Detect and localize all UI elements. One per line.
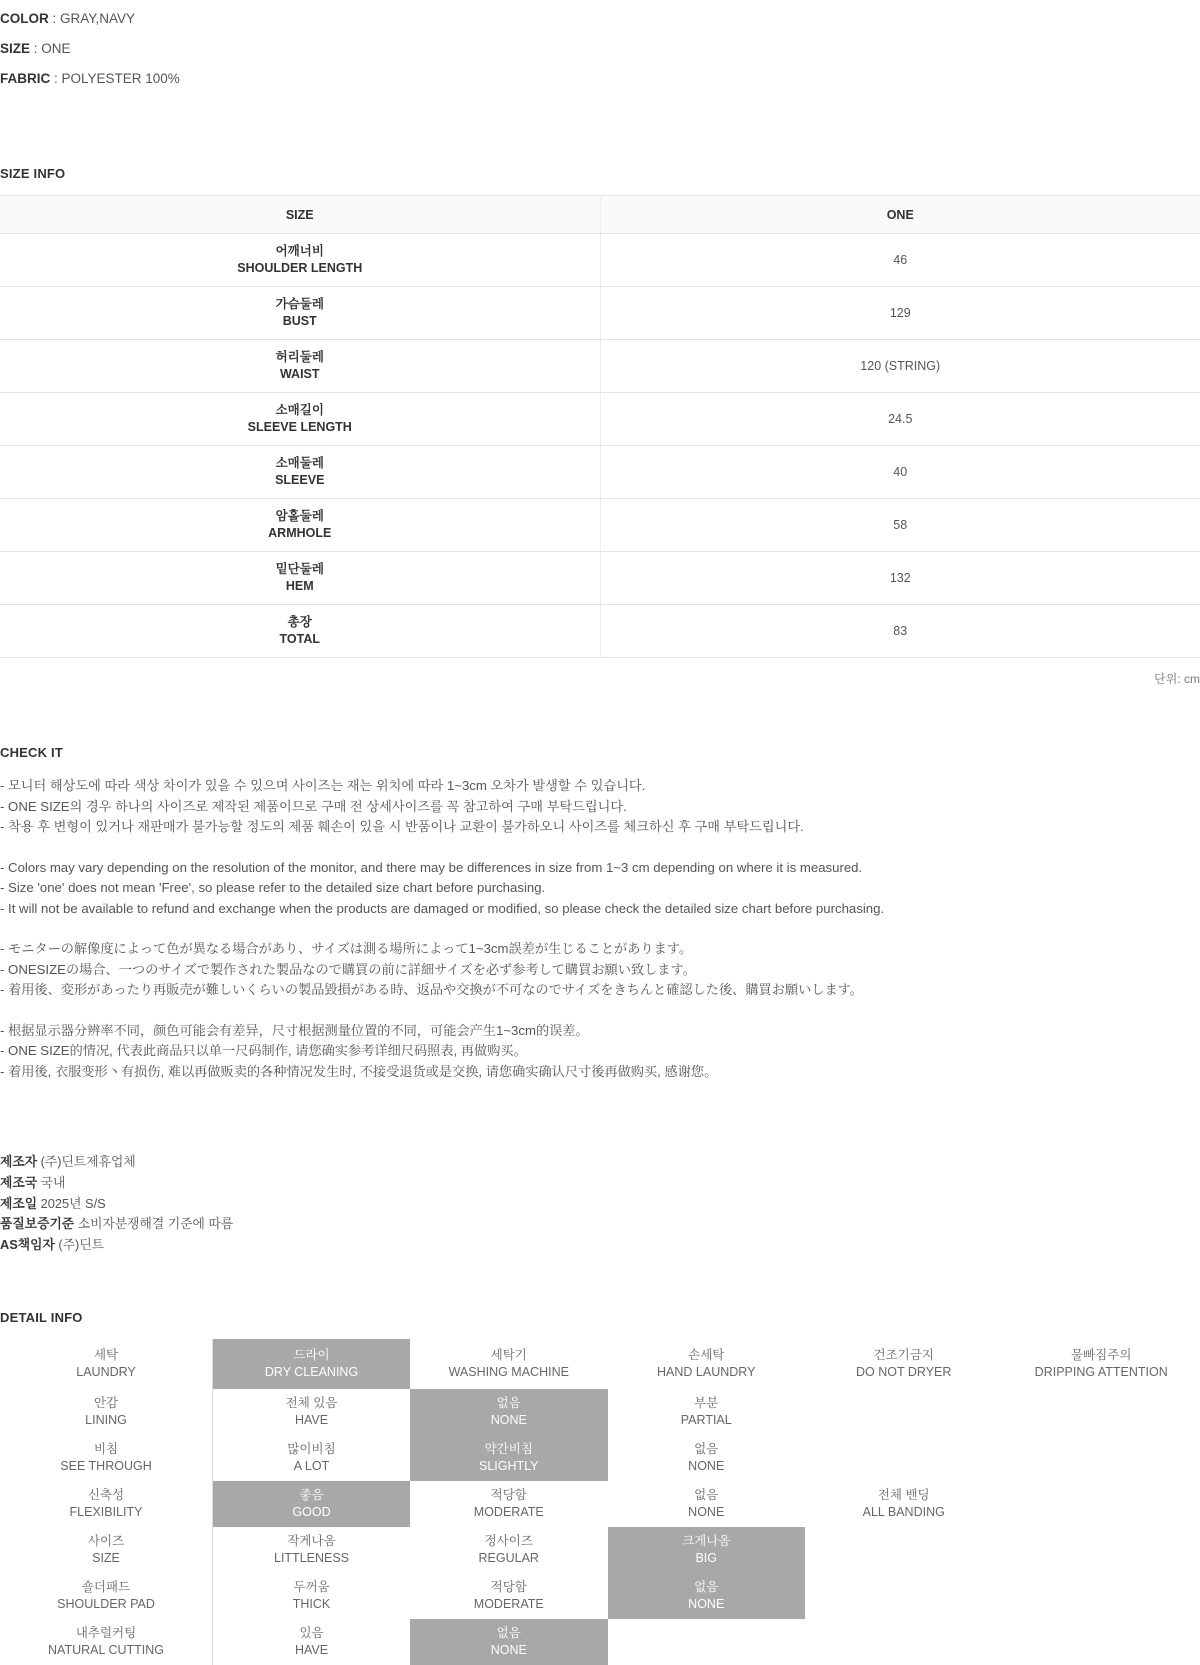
- row-label-hem: [0, 552, 600, 605]
- detail-option-lining-partial[interactable]: [608, 1389, 805, 1435]
- unit-note: 단위: cm: [1154, 672, 1200, 686]
- table-row: [0, 605, 1200, 658]
- row-label-kr: 소매길이: [275, 403, 324, 417]
- table-row: [0, 393, 1200, 446]
- detail-option-size-littleness[interactable]: [213, 1527, 410, 1573]
- note-ja-1: - モニターの解像度によって色が異なる場合があり、サイズは測る場所によって1~3cm誤差が生じることがあります。: [0, 941, 693, 956]
- detail-option-empty: [608, 1619, 805, 1665]
- note-ko-3: - 착용 후 변형이 있거나 재판매가 불가능할 정도의 제품 훼손이 있을 시 반품이나 교환이 불가하오니 사이즈를 체크하신 후 구매 부탁드립니다.: [0, 819, 804, 834]
- maker-label-country: 제조국: [0, 1174, 38, 1190]
- detail-option-en: NONE: [688, 1596, 725, 1611]
- detail-option-kr: 크게나옴: [682, 1534, 731, 1549]
- detail-option-kr: 없음: [694, 1488, 719, 1503]
- maker-label-manufacturer: 제조자: [0, 1154, 38, 1169]
- size-table-head: [0, 196, 1200, 234]
- detail-option-kr: 세탁기: [490, 1348, 527, 1363]
- detail-category-en: LINING: [85, 1412, 127, 1427]
- row-label-en: ARMHOLE: [268, 525, 332, 540]
- detail-option-en: DO NOT DRYER: [856, 1364, 952, 1379]
- detail-category-size: [0, 1527, 213, 1573]
- detail-option-see-through-none[interactable]: [608, 1435, 805, 1481]
- table-row: [0, 340, 1200, 393]
- detail-category-en: SIZE: [92, 1550, 120, 1565]
- detail-option-kr: 적당함: [490, 1488, 527, 1503]
- detail-option-kr: 많이비침: [287, 1442, 336, 1457]
- detail-option-kr: 없음: [694, 1442, 719, 1457]
- detail-option-en: REGULAR: [478, 1550, 539, 1565]
- detail-option-en: THICK: [292, 1596, 331, 1611]
- detail-option-natural-cutting-have[interactable]: [213, 1619, 410, 1665]
- detail-category-en: LAUNDRY: [76, 1364, 136, 1379]
- note-zh-1: - 根据显示器分辨率不同，颜色可能会有差异，尺寸根据测量位置的不同，可能会产生1~3cm的误差。: [0, 1022, 589, 1038]
- row-value-hem: 132: [600, 552, 1200, 605]
- detail-option-empty: [1002, 1573, 1200, 1619]
- detail-option-kr: 약간비침: [484, 1442, 533, 1457]
- detail-option-en: HAVE: [294, 1642, 329, 1657]
- detail-option-kr: 부분: [694, 1396, 719, 1411]
- row-label-kr: 가슴둘레: [275, 297, 324, 311]
- detail-option-kr: 적당함: [490, 1580, 527, 1595]
- detail-option-see-through-slightly[interactable]: [410, 1435, 607, 1481]
- maker-line-as: [0, 1235, 1200, 1256]
- product-spec-block: [0, 0, 1200, 94]
- detail-option-size-big[interactable]: [608, 1527, 805, 1573]
- note-ja-3: - 着用後、変形があったり再販売が難しいくらいの製品毀損がある時、返品や交換が不可なのでサイズをきちんと確認した後、購買お願いします。: [0, 982, 863, 997]
- detail-option-en: SLIGHTLY: [479, 1458, 539, 1473]
- detail-category-laundry: [0, 1339, 213, 1389]
- row-value-armhole: 58: [600, 499, 1200, 552]
- detail-option-lining-none[interactable]: [410, 1389, 607, 1435]
- detail-option-empty: [1002, 1527, 1200, 1573]
- spec-line-fabric: [0, 64, 1200, 94]
- detail-row-flexibility: [0, 1481, 1200, 1527]
- detail-option-kr: 물빠짐주의: [1071, 1348, 1132, 1363]
- detail-option-en: A LOT: [293, 1458, 330, 1473]
- spec-line-size: [0, 34, 1200, 64]
- detail-option-en: MODERATE: [473, 1596, 544, 1611]
- row-value-total: 83: [600, 605, 1200, 658]
- maker-value-manufacturer: (주)딘트제휴업체: [37, 1154, 136, 1169]
- detail-info-title: DETAIL INFO: [0, 1309, 83, 1325]
- detail-option-kr: 전체 있음: [285, 1396, 338, 1411]
- detail-option-empty: [1002, 1435, 1200, 1481]
- check-it-notes: [0, 776, 1200, 1082]
- row-label-kr: 어깨너비: [275, 244, 324, 258]
- detail-option-empty: [1002, 1389, 1200, 1435]
- detail-option-empty: [805, 1573, 1002, 1619]
- note-en-1: - Colors may vary depending on the resolution of the monitor, and there may be differences in size from 1~3 cm depending on where it is measured.: [0, 859, 863, 875]
- detail-category-en: SHOULDER PAD: [57, 1596, 155, 1611]
- row-label-en: HEM: [285, 578, 314, 593]
- detail-option-kr: 있음: [299, 1626, 324, 1641]
- maker-value-date: 2025년 S/S: [37, 1195, 106, 1211]
- row-label-en: SLEEVE LENGTH: [247, 419, 352, 434]
- row-value-waist: 120 (STRING): [600, 340, 1200, 393]
- detail-table-body: [0, 1339, 1200, 1665]
- detail-option-en: GOOD: [292, 1504, 331, 1519]
- detail-option-empty: [805, 1389, 1002, 1435]
- note-gap: [0, 838, 1200, 858]
- note-en-3: - It will not be available to refund and exchange when the products are damaged or modified, so please check the detailed size chart before purchasing.: [0, 900, 885, 916]
- maker-value-warranty: 소비자분쟁해결 기준에 따름: [74, 1216, 234, 1232]
- row-label-en: WAIST: [279, 366, 320, 381]
- row-label-sleeve-length: [0, 393, 600, 446]
- row-label-en: SHOULDER LENGTH: [237, 260, 363, 275]
- maker-line-country: [0, 1173, 1200, 1194]
- spec-line-color: [0, 4, 1200, 34]
- note-gap: [0, 919, 1200, 939]
- row-label-sleeve: [0, 446, 600, 499]
- detail-option-kr: 손세탁: [688, 1348, 725, 1363]
- detail-category-see-through: [0, 1435, 213, 1481]
- detail-row-size: [0, 1527, 1200, 1573]
- detail-option-en: NONE: [490, 1412, 527, 1427]
- row-label-en: BUST: [282, 313, 317, 328]
- row-label-kr: 총장: [287, 615, 312, 629]
- detail-option-empty: [1002, 1619, 1200, 1665]
- detail-category-en: SEE THROUGH: [60, 1458, 152, 1473]
- detail-row-laundry: [0, 1339, 1200, 1389]
- maker-line-date: [0, 1194, 1200, 1215]
- detail-option-flexibility-all-banding[interactable]: [805, 1481, 1002, 1527]
- spec-label-color: COLOR: [0, 11, 49, 26]
- detail-category-lining: [0, 1389, 213, 1435]
- row-label-bust: [0, 287, 600, 340]
- detail-option-en: HAND LAUNDRY: [657, 1364, 756, 1379]
- row-label-kr: 허리둘레: [275, 350, 324, 364]
- table-row: [0, 287, 1200, 340]
- detail-option-en: DRY CLEANING: [264, 1364, 359, 1379]
- detail-option-en: NONE: [688, 1458, 725, 1473]
- detail-category-shoulder-pad: [0, 1573, 213, 1619]
- detail-category-kr: 내추럴커팅: [75, 1626, 137, 1641]
- maker-value-as: (주)딘트: [54, 1237, 105, 1253]
- maker-label-as: AS책임자: [0, 1237, 55, 1253]
- detail-option-en: LITTLENESS: [274, 1550, 350, 1565]
- row-label-shoulder: [0, 234, 600, 287]
- detail-category-kr: 안감: [93, 1396, 119, 1411]
- detail-option-en: DRIPPING ATTENTION: [1034, 1364, 1168, 1379]
- row-label-total: [0, 605, 600, 658]
- spec-label-fabric: FABRIC: [0, 71, 51, 86]
- detail-option-empty: [805, 1619, 1002, 1665]
- note-zh-3: - 着用後, 衣服变形丶有损伤, 难以再做贩卖的各种情况发生时, 不接受退货或是交换, 请您确实确认尺寸後再做购买, 感谢您。: [0, 1063, 718, 1079]
- note-ja-2: - ONESIZEの場合、一つのサイズで製作された製品なので購買の前に詳細サイズを必ず参考して購買お願い致します。: [0, 961, 696, 977]
- detail-category-kr: 세탁: [93, 1348, 119, 1363]
- detail-option-kr: 두꺼움: [293, 1580, 330, 1595]
- spec-value-color: : GRAY,NAVY: [48, 11, 136, 26]
- detail-option-en: NONE: [490, 1642, 527, 1657]
- note-gap: [0, 1001, 1200, 1021]
- spec-value-fabric: : POLYESTER 100%: [50, 71, 180, 86]
- detail-option-shoulder-pad-none[interactable]: [608, 1573, 805, 1619]
- detail-category-natural-cutting: [0, 1619, 213, 1665]
- detail-option-shoulder-pad-thick[interactable]: [213, 1573, 410, 1619]
- detail-option-do-not-dryer[interactable]: [805, 1339, 1002, 1389]
- size-info-table: [0, 195, 1200, 658]
- detail-category-kr: 비침: [93, 1442, 119, 1457]
- detail-option-kr: 좋음: [299, 1488, 324, 1503]
- detail-option-dry-cleaning[interactable]: [213, 1339, 410, 1389]
- detail-option-en: PARTIAL: [680, 1412, 732, 1427]
- table-row: [0, 446, 1200, 499]
- detail-option-flexibility-good[interactable]: [213, 1481, 410, 1527]
- detail-option-en: NONE: [688, 1504, 725, 1519]
- row-label-armhole: [0, 499, 600, 552]
- detail-option-kr: 드라이: [293, 1348, 330, 1363]
- check-it-title: CHECK IT: [0, 745, 63, 760]
- detail-category-kr: 숄더패드: [81, 1580, 131, 1595]
- row-value-sleeve-length: 24.5: [600, 393, 1200, 446]
- detail-option-en: MODERATE: [473, 1504, 544, 1519]
- size-info-title: SIZE INFO: [0, 166, 66, 181]
- spec-value-size: : ONE: [30, 41, 71, 56]
- note-ko-2: - ONE SIZE의 경우 하나의 사이즈로 제작된 제품이므로 구매 전 상세사이즈를 꼭 참고하여 구매 부탁드립니다.: [0, 798, 627, 814]
- detail-option-hand-laundry[interactable]: [608, 1339, 805, 1389]
- detail-option-empty: [805, 1435, 1002, 1481]
- detail-option-natural-cutting-none[interactable]: [410, 1619, 607, 1665]
- row-label-kr: 암홀둘레: [275, 509, 324, 523]
- note-zh-2: - ONE SIZE的情况, 代表此商品只以单一尺码制作, 请您确实参考详细尺码照表, 再做购买。: [0, 1043, 527, 1058]
- maker-line-warranty: [0, 1214, 1200, 1235]
- spec-label-size: SIZE: [0, 41, 31, 56]
- detail-option-kr: 없음: [496, 1396, 521, 1411]
- detail-category-en: FLEXIBILITY: [69, 1504, 143, 1519]
- detail-option-flexibility-moderate[interactable]: [410, 1481, 607, 1527]
- maker-label-warranty: 품질보증기준: [0, 1216, 75, 1232]
- detail-row-natural-cutting: [0, 1619, 1200, 1665]
- detail-option-en: HAVE: [294, 1412, 329, 1427]
- row-value-sleeve: 40: [600, 446, 1200, 499]
- detail-option-en: BIG: [695, 1550, 718, 1565]
- detail-option-empty: [805, 1527, 1002, 1573]
- size-col-header: SIZE: [0, 196, 600, 234]
- detail-option-shoulder-pad-moderate[interactable]: [410, 1573, 607, 1619]
- note-en-2: - Size 'one' does not mean 'Free', so please refer to the detailed size chart before purchasing.: [0, 880, 546, 895]
- detail-row-lining: [0, 1389, 1200, 1435]
- table-row: [0, 499, 1200, 552]
- one-col-header: ONE: [600, 196, 1200, 234]
- detail-category-kr: 신축성: [87, 1488, 125, 1503]
- detail-info-table: [0, 1339, 1200, 1665]
- row-value-shoulder: 46: [600, 234, 1200, 287]
- detail-option-en: ALL BANDING: [862, 1504, 945, 1519]
- detail-option-kr: 없음: [496, 1626, 521, 1641]
- detail-option-kr: 작게나옴: [287, 1534, 336, 1549]
- detail-option-flexibility-none[interactable]: [608, 1481, 805, 1527]
- detail-category-kr: 사이즈: [87, 1534, 125, 1549]
- table-row: [0, 234, 1200, 287]
- size-table-body: [0, 234, 1200, 658]
- maker-label-date: 제조일: [0, 1195, 38, 1211]
- detail-option-empty: [1002, 1481, 1200, 1527]
- detail-option-kr: 정사이즈: [484, 1534, 533, 1549]
- row-label-kr: 밑단둘레: [275, 562, 324, 576]
- detail-option-see-through-a-lot[interactable]: [213, 1435, 410, 1481]
- row-label-en: SLEEVE: [275, 472, 325, 487]
- detail-category-en: NATURAL CUTTING: [48, 1642, 164, 1657]
- table-header-row: [0, 196, 1200, 234]
- detail-option-lining-have[interactable]: [213, 1389, 410, 1435]
- row-label-kr: 소매둘레: [275, 456, 324, 470]
- row-value-bust: 129: [600, 287, 1200, 340]
- detail-row-see-through: [0, 1435, 1200, 1481]
- detail-option-en: WASHING MACHINE: [448, 1364, 569, 1379]
- maker-value-country: 국내: [37, 1174, 66, 1190]
- row-label-en: TOTAL: [279, 631, 320, 646]
- detail-row-shoulder-pad: [0, 1573, 1200, 1619]
- manufacturer-info: [0, 1152, 1200, 1256]
- detail-option-washing-machine[interactable]: [410, 1339, 607, 1389]
- row-label-waist: [0, 340, 600, 393]
- detail-option-kr: 건조기금지: [873, 1348, 934, 1363]
- detail-option-kr: 전체 밴딩: [877, 1488, 930, 1503]
- table-row: [0, 552, 1200, 605]
- detail-category-flexibility: [0, 1481, 213, 1527]
- detail-option-kr: 없음: [694, 1580, 719, 1595]
- detail-option-dripping-attention[interactable]: [1002, 1339, 1200, 1389]
- detail-option-size-regular[interactable]: [410, 1527, 607, 1573]
- note-ko-1: - 모니터 해상도에 따라 색상 차이가 있을 수 있으며 사이즈는 재는 위치에 따라 1~3cm 오차가 발생할 수 있습니다.: [0, 778, 646, 793]
- maker-line-manufacturer: [0, 1152, 1200, 1173]
